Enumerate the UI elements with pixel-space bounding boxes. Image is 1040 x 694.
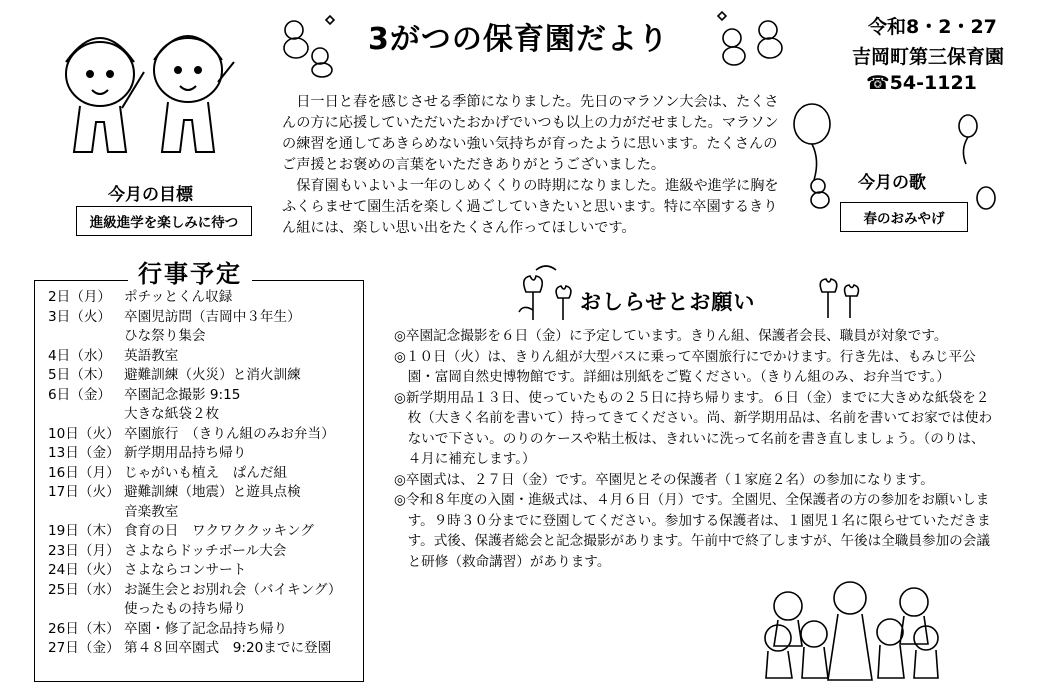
schedule-row (48, 581, 360, 601)
schedule-event: 卒園児訪問（吉岡中３年生） (124, 308, 301, 325)
schedule-event: お誕生会とお別れ会（バイキング） (124, 581, 342, 598)
schedule-date: 2日（月） (48, 289, 112, 305)
schedule-row (48, 366, 360, 386)
notice-item: ◎新学期用品１３日、使っていたもの２５日に持ち帰ります。６日（金）までに大きめな紙袋を２枚（大きく名前を書いて）持ってきてください。尚、新学期用品は、名前を書いてお家では使わないで下さい。のりのケースや粘土板は、きれいに洗って名前を書き直しましょう。（のりは、４月に補充します。） (394, 389, 993, 467)
schedule-event: 食育の日 ワクワククッキング (124, 523, 314, 539)
schedule-date: 25日（水） (48, 581, 120, 598)
schedule-row (48, 503, 360, 523)
notices-list (394, 326, 996, 572)
schedule-row (48, 639, 360, 659)
schedule-date: 10日（火） (48, 425, 120, 442)
schedule-row (48, 347, 360, 367)
schedule-date: 23日（月） (48, 542, 120, 559)
goal-box (76, 206, 252, 236)
phone-icon: ☎ (866, 72, 890, 94)
notice-item: ◎卒園式は、２７日（金）です。卒園児とその保護者（１家庭２名）の参加になります。 (394, 471, 934, 488)
schedule-date: 4日（水） (48, 347, 112, 364)
schedule-date (48, 405, 124, 425)
schedule-row (48, 405, 360, 425)
schedule-date: 19日（木） (48, 523, 120, 539)
schedule-row (48, 327, 360, 347)
kids-illustration (52, 12, 242, 172)
song-text: 春のおみやげ (863, 211, 945, 227)
schedule-date: 5日（木） (48, 367, 112, 383)
schedule-event: 音楽教室 (124, 503, 179, 520)
schedule-date: 6日（金） (48, 386, 112, 403)
song-box (840, 202, 968, 232)
schedule-event: 英語教室 (124, 347, 179, 364)
schedule-event: 避難訓練（火災）と消火訓練 (124, 367, 301, 383)
schedule-row (48, 308, 360, 328)
schedule-event: 卒園記念撮影 9:15 (124, 386, 241, 403)
schedule-row (48, 620, 360, 640)
schedule-event: 卒園旅行 （きりん組のみお弁当） (124, 425, 335, 442)
schedule-date (48, 600, 124, 620)
schedule-event: 卒園・修了記念品持ち帰り (124, 620, 288, 637)
schedule-row (48, 483, 360, 503)
phone-number: 54-1121 (889, 72, 977, 94)
schedule-event: ひな祭り集会 (124, 328, 206, 344)
page-title: 3がつの保育園だより (368, 22, 669, 57)
schedule-date (48, 327, 124, 347)
org-name: 吉岡町第三保育園 (852, 46, 1005, 68)
phone-line (866, 72, 977, 94)
schedule-event: さよならドッチボール大会 (124, 542, 287, 559)
schedule-event: 新学期用品持ち帰り (124, 445, 247, 461)
intro-paragraph: 日一日と春を感じさせる季節になりました。先日のマラソン大会は、たくさんの方に応援していただいたおかげでいつも以上の力がだせました。マラソンの練習を通してあきらめない強い気持ちが育ったように思います。たくさんのご声援とお褒めの言葉をいただきありがとうございました。 (282, 94, 779, 173)
children-group-illustration (758, 574, 944, 684)
schedule-row (48, 288, 360, 308)
schedule-event: 第４８回卒園式 9:20までに登園 (124, 640, 332, 656)
schedule-title: 行事予定 (128, 254, 252, 289)
goal-label: 今月の目標 (108, 185, 193, 205)
schedule-event: じゃがいも植え ぱんだ組 (124, 464, 288, 481)
schedule-event: 避難訓練（地震）と遊具点検 (124, 484, 301, 500)
schedule-row (48, 425, 360, 445)
goal-text: 進級進学を楽しみに待つ (89, 215, 239, 231)
intro-text (282, 92, 782, 239)
notices-title: おしらせとお願い (580, 290, 756, 314)
issue-date: 令和8・2・27 (868, 16, 997, 38)
chick-illustration (276, 8, 346, 78)
schedule-row (48, 561, 360, 581)
notice-item: ◎卒園記念撮影を６日（金）に予定しています。きりん組、保護者会長、職員が対象です。 (394, 328, 948, 344)
schedule-row (48, 522, 360, 542)
intro-paragraph: 保育園もいよいよ一年のしめくくりの時期になりました。進級や進学に胸をふくらませて園生活を楽しく過ごしていきたいと思います。特に卒園するきりん組には、楽しい思い出をたくさん作ってほしいです。 (282, 178, 779, 236)
schedule-event: 大きな紙袋２枚 (124, 406, 220, 422)
schedule-date: 27日（金） (48, 640, 120, 656)
schedule-row (48, 600, 360, 620)
notice-item: ◎１０日（火）は、きりん組が大型バスに乗って卒園旅行にでかけます。行き先は、もみじ平公園・富岡自然史博物館です。詳細は別紙をご覧ください。（きりん組のみ、お弁当です。） (394, 348, 976, 385)
schedule-row (48, 444, 360, 464)
schedule-event: さよならコンサート (124, 562, 247, 578)
schedule-event: 使ったもの持ち帰り (124, 601, 247, 617)
schedule-row (48, 464, 360, 484)
schedule-event: ポチッとくん収録 (124, 289, 233, 305)
schedule-date: 3日（火） (48, 308, 112, 325)
schedule-list (48, 288, 360, 659)
song-label: 今月の歌 (858, 173, 926, 193)
notice-item: ◎令和８年度の入園・進級式は、４月６日（月）です。全園児、全保護者の方の参加をお願いします。９時３０分までに登園してください。参加する保護者は、１園児１名に限らせていただきます。式後、保護者総会と記念撮影があります。午前中で終了しますが、午後は全職員参加の会議と研修（救命講習）があります。 (394, 492, 991, 570)
schedule-date: 26日（木） (48, 620, 120, 637)
schedule-date: 13日（金） (48, 445, 120, 461)
tulip-illustration (808, 270, 868, 320)
schedule-row (48, 542, 360, 562)
chick-illustration (712, 8, 792, 78)
schedule-date: 24日（火） (48, 562, 120, 578)
schedule-date: 16日（月） (48, 464, 120, 481)
schedule-date: 17日（火） (48, 484, 120, 500)
schedule-date (48, 503, 124, 523)
tulip-illustration (506, 262, 586, 324)
schedule-row (48, 386, 360, 406)
